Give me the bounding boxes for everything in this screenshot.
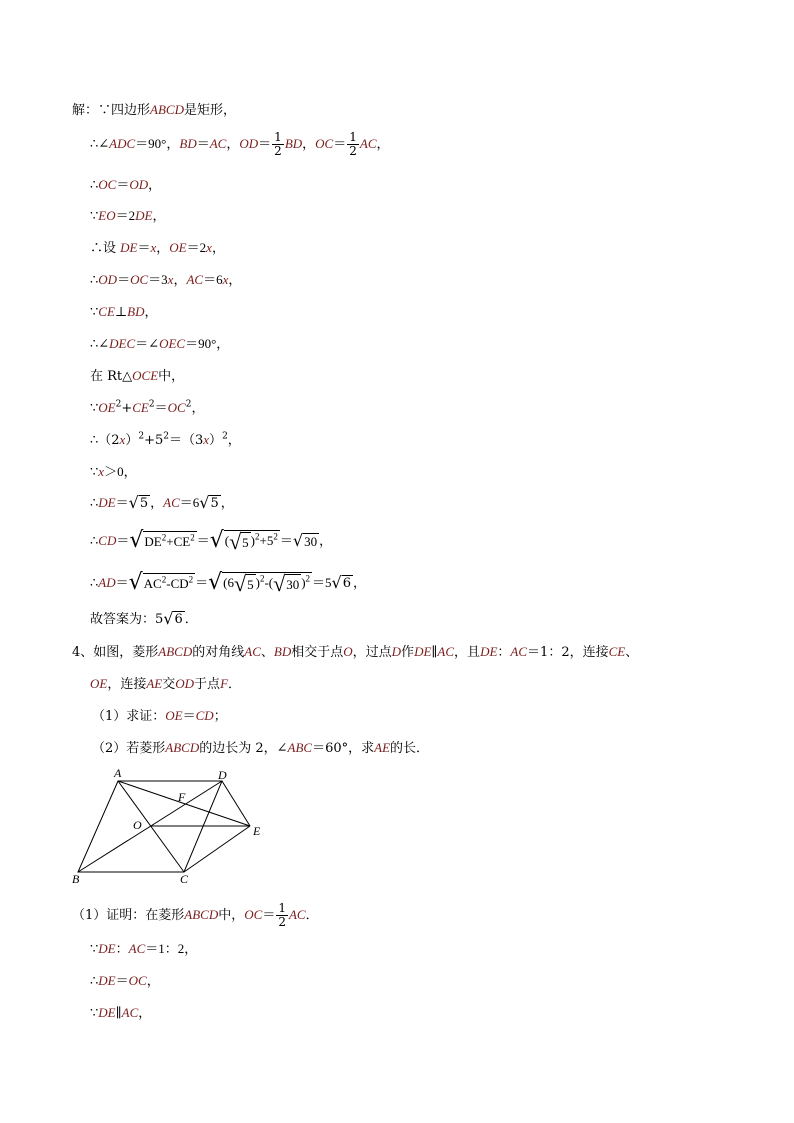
var: ABCD	[165, 740, 200, 755]
text: 相交于点	[291, 645, 344, 660]
text: （1）求证：	[92, 709, 166, 724]
text: ＝	[115, 575, 129, 591]
text: 的长．	[390, 741, 430, 756]
var: AC	[359, 136, 377, 151]
text: ．	[305, 908, 319, 923]
var: OD	[98, 272, 118, 287]
exponent: 2	[161, 532, 167, 543]
var: AC	[128, 941, 146, 956]
sqrt	[273, 573, 301, 595]
sqrt	[208, 572, 312, 595]
var: OEC	[159, 336, 186, 351]
var: DE	[98, 941, 116, 956]
sqrt	[332, 574, 353, 593]
sqrt-sign-icon: √	[128, 493, 139, 513]
var: OD	[129, 177, 149, 192]
text: AC	[143, 575, 162, 591]
text: ＝（3	[168, 433, 204, 448]
text: ∴	[90, 575, 99, 591]
sqrt-sign-icon: √	[292, 531, 304, 551]
solution-line-14	[90, 530, 332, 553]
label-d: D	[218, 768, 227, 782]
solution-line-2	[90, 131, 390, 158]
var: DE	[98, 1005, 116, 1020]
exponent: 2	[190, 532, 195, 543]
var: CD	[195, 708, 214, 723]
text: ∴	[90, 273, 99, 288]
exponent: 2	[138, 431, 145, 442]
var: ABCD	[158, 644, 193, 659]
denominator: 2	[274, 144, 282, 158]
var: x	[150, 240, 157, 255]
text: ，	[152, 209, 166, 224]
fraction	[347, 131, 359, 158]
proof-line-1	[72, 902, 319, 929]
var: ABC	[287, 740, 313, 755]
var: AC	[244, 644, 261, 659]
text: ，	[138, 1006, 152, 1021]
var: DE	[414, 644, 432, 659]
proof-line-3	[90, 972, 160, 991]
exponent: 2	[255, 531, 260, 542]
text: ＝5	[312, 574, 332, 590]
text: ∴	[90, 533, 99, 549]
text: ＝	[279, 533, 293, 549]
sqrt	[210, 530, 280, 553]
text: ∴∠	[90, 137, 110, 152]
text: ∵	[90, 305, 99, 320]
solution-line-12	[90, 463, 137, 482]
text: ＝	[182, 709, 196, 724]
text: ＝	[196, 533, 210, 549]
var: OE	[165, 708, 183, 723]
sqrt-sign-icon: √	[129, 528, 144, 554]
radicand: 5	[241, 532, 251, 553]
text: ∵	[90, 942, 99, 957]
solution-line-15	[90, 572, 366, 595]
radicand	[222, 572, 312, 595]
text: 的边长为 2，∠	[199, 741, 288, 756]
sqrt-sign-icon: √	[209, 528, 224, 554]
text: (6	[223, 575, 235, 590]
var: OE	[90, 676, 108, 691]
text: ＝2	[115, 208, 136, 223]
text: ，	[353, 575, 367, 591]
sqrt	[129, 528, 196, 554]
text: 、	[260, 645, 274, 660]
numerator: 1	[274, 130, 282, 144]
var: ABCD	[184, 907, 219, 922]
var: AC	[186, 272, 204, 287]
text: )	[255, 575, 260, 590]
proof-line-4	[90, 1004, 151, 1023]
var: AE	[146, 676, 163, 691]
text: ）	[125, 433, 139, 448]
text: ∥	[115, 1006, 122, 1021]
sqrt-sign-icon: √	[234, 571, 247, 597]
text: ＝	[195, 575, 209, 591]
radicand: 5	[246, 574, 256, 595]
text: ，	[191, 401, 205, 416]
sqrt-sign-icon: √	[331, 573, 342, 593]
text: (	[224, 533, 230, 548]
text: -(	[264, 575, 274, 590]
var: x	[222, 272, 229, 287]
label-a: A	[114, 766, 122, 780]
radicand: 5	[210, 495, 219, 511]
text: ∵	[90, 401, 99, 416]
var: OE	[169, 240, 187, 255]
text: -CD	[166, 575, 189, 591]
text: +5	[259, 533, 274, 548]
text: +	[121, 401, 133, 416]
text: ＝1：2，	[145, 941, 198, 956]
text: ∴	[90, 496, 99, 511]
radicand: 6	[342, 575, 352, 591]
exponent: 2	[185, 399, 192, 410]
radicand: 6	[174, 611, 183, 627]
var: CE	[608, 644, 626, 659]
solution-line-1	[72, 101, 236, 120]
var: DE	[480, 644, 498, 659]
solution-line-13	[90, 494, 234, 513]
label-b: B	[72, 872, 80, 886]
text: 交	[162, 677, 176, 692]
exponent: 2	[305, 573, 311, 584]
var: OC	[128, 973, 147, 988]
var: AC	[288, 907, 306, 922]
fraction	[276, 902, 288, 929]
text: 作	[401, 645, 415, 660]
text: ＝	[262, 908, 276, 923]
solution-line-7	[90, 303, 158, 322]
solution-line-11	[90, 431, 241, 450]
numerator: 1	[278, 901, 286, 915]
sqrt-sign-icon: √	[273, 571, 286, 597]
exponent: 2	[115, 399, 122, 410]
text: ＝	[116, 178, 130, 193]
text: ，	[144, 305, 158, 320]
text: 在 Rt△	[90, 369, 133, 384]
var: OC	[315, 136, 334, 151]
text: 中，	[218, 908, 245, 923]
var: DE	[135, 208, 153, 223]
text: ＝	[196, 137, 210, 152]
sqrt	[128, 570, 195, 596]
radicand	[143, 573, 195, 594]
text: ，且	[454, 645, 481, 660]
var: DEC	[109, 336, 136, 351]
label-o: O	[133, 818, 142, 832]
var: OCE	[132, 368, 159, 383]
var: BD	[273, 644, 292, 659]
numerator: 1	[349, 130, 357, 144]
var: OD	[239, 136, 259, 151]
solution-line-5	[90, 239, 225, 258]
exponent: 2	[259, 573, 265, 584]
var: AD	[98, 574, 116, 590]
solution-line-6	[90, 271, 241, 290]
text: ，	[146, 974, 160, 989]
text: ．	[228, 677, 242, 692]
text: ＝90°，	[185, 336, 230, 351]
solution-line-10	[90, 399, 204, 418]
var: x	[98, 464, 105, 479]
segment-de	[222, 781, 250, 826]
text: ，	[227, 433, 241, 448]
exponent: 2	[163, 431, 169, 442]
label-c: C	[180, 872, 189, 886]
text: ＝	[154, 401, 168, 416]
sqrt-sign-icon: √	[163, 609, 174, 628]
text: +5	[144, 433, 164, 448]
text: （1）证明：在菱形	[72, 908, 185, 923]
sqrt	[293, 532, 319, 551]
var: DE	[120, 240, 138, 255]
var: F	[220, 676, 229, 691]
rhombus-figure	[60, 765, 280, 890]
text: ∵	[90, 465, 99, 480]
var: OC	[244, 907, 263, 922]
text: ＝	[115, 974, 129, 989]
text: ，	[211, 241, 225, 256]
var: O	[343, 644, 353, 659]
radicand	[224, 530, 280, 553]
sqrt-sign-icon: √	[199, 493, 210, 513]
var: AC	[437, 644, 455, 659]
exponent: 2	[188, 574, 194, 585]
text: ＝3	[148, 272, 168, 287]
text: ＝	[137, 241, 151, 256]
text: ，	[226, 137, 240, 152]
label-f: F	[178, 790, 186, 804]
text: ＝∠	[135, 337, 160, 352]
var: EO	[98, 208, 116, 223]
problem4-line-4	[92, 739, 429, 758]
label-e: E	[253, 824, 261, 838]
sqrt	[129, 494, 150, 513]
text: 于点	[194, 677, 221, 692]
sqrt	[234, 573, 256, 595]
text: ∴设	[90, 241, 121, 256]
text: 的对角线	[192, 645, 245, 660]
text: ，	[228, 273, 242, 288]
solution-line-3	[90, 176, 161, 195]
text: ；	[213, 709, 227, 724]
var: AC	[510, 644, 528, 659]
sqrt-sign-icon: √	[229, 529, 242, 555]
var: AC	[163, 495, 180, 510]
exponent: 2	[161, 574, 167, 585]
text: ．	[184, 611, 198, 627]
text: DE	[144, 533, 162, 549]
var: BD	[127, 304, 145, 319]
solution-line-16	[90, 610, 198, 629]
var: BD	[179, 136, 197, 151]
problem4-line-3	[92, 707, 227, 726]
text: ＝	[333, 137, 347, 152]
text: ＝90°，	[135, 136, 180, 151]
var: CE	[98, 304, 115, 319]
text: ∥	[431, 645, 438, 660]
text: ＞0，	[104, 464, 137, 479]
text: ＝2	[186, 240, 207, 255]
text: （2）若菱形	[92, 741, 166, 756]
text: ∵	[90, 1006, 99, 1021]
text: ＝	[117, 273, 131, 288]
text: ：	[497, 645, 511, 660]
var: OE	[98, 400, 116, 415]
text: ＝6	[179, 495, 200, 510]
text: ，	[148, 178, 162, 193]
var: OC	[130, 272, 149, 287]
text: ，	[150, 496, 164, 511]
text: ，过点	[352, 645, 392, 660]
solution-line-8	[90, 335, 229, 354]
proof-line-2	[90, 940, 197, 959]
text: 4、如图，菱形	[72, 645, 159, 660]
var: AC	[121, 1005, 139, 1020]
solution-line-9	[90, 367, 184, 386]
var: OC	[98, 177, 117, 192]
text: ，	[173, 273, 187, 288]
text: ∵	[90, 209, 99, 224]
sqrt	[229, 531, 251, 553]
var: DE	[98, 973, 116, 988]
var: CE	[132, 400, 149, 415]
sqrt-sign-icon: √	[128, 570, 143, 596]
text: ＝60°，求	[312, 741, 375, 756]
radicand: 5	[139, 495, 149, 511]
var: ADC	[109, 136, 136, 151]
text: ，连接	[107, 677, 147, 692]
text: ）	[209, 433, 223, 448]
radicand: 30	[304, 533, 318, 549]
solution-line-4	[90, 207, 166, 226]
var: D	[391, 644, 402, 659]
exponent: 2	[222, 431, 228, 442]
text: +CE	[166, 533, 191, 549]
text: ，	[376, 137, 390, 152]
text: 解：∵四边形	[72, 103, 151, 118]
sqrt	[163, 610, 184, 629]
fraction	[272, 131, 284, 158]
text: 是矩形，	[183, 103, 236, 118]
text: ＝	[115, 496, 129, 511]
denominator: 2	[278, 915, 286, 929]
text: ∴（2	[90, 433, 120, 448]
var: CD	[98, 532, 117, 548]
text: ⊥	[114, 305, 128, 320]
text: ∴	[90, 974, 99, 989]
text: ＝	[258, 137, 272, 152]
text: ＝	[116, 533, 130, 549]
text: 中，	[158, 369, 185, 384]
denominator: 2	[349, 144, 357, 158]
text: ，	[220, 496, 234, 511]
var: x	[206, 240, 212, 255]
text: ＝1：2，连接	[527, 645, 609, 660]
text: ＝6	[203, 272, 223, 287]
sqrt	[199, 494, 220, 513]
text: 、	[625, 645, 639, 660]
exponent: 2	[148, 399, 155, 410]
var: AC	[209, 136, 227, 151]
var: x	[167, 272, 174, 287]
exponent: 2	[273, 531, 278, 542]
problem4-line-2	[90, 675, 241, 694]
var: OC	[167, 400, 186, 415]
var: AE	[374, 740, 391, 755]
text: ∴∠	[90, 337, 110, 352]
text: )	[250, 533, 255, 548]
text: ，	[319, 533, 333, 549]
var: BD	[284, 136, 303, 151]
problem4-line-1	[72, 643, 638, 662]
text: ，	[302, 137, 316, 152]
radicand: 30	[285, 574, 301, 595]
var: ABCD	[150, 102, 184, 117]
text: ，	[156, 241, 170, 256]
var: x	[119, 432, 126, 447]
text: ∴	[90, 178, 99, 193]
radicand	[143, 531, 196, 552]
text: 故答案为：5	[90, 611, 164, 627]
var: OD	[175, 676, 195, 691]
var: DE	[98, 495, 116, 510]
var: x	[203, 432, 210, 447]
sqrt-sign-icon: √	[208, 570, 223, 596]
text: ：	[115, 942, 129, 957]
text: )	[301, 575, 306, 590]
